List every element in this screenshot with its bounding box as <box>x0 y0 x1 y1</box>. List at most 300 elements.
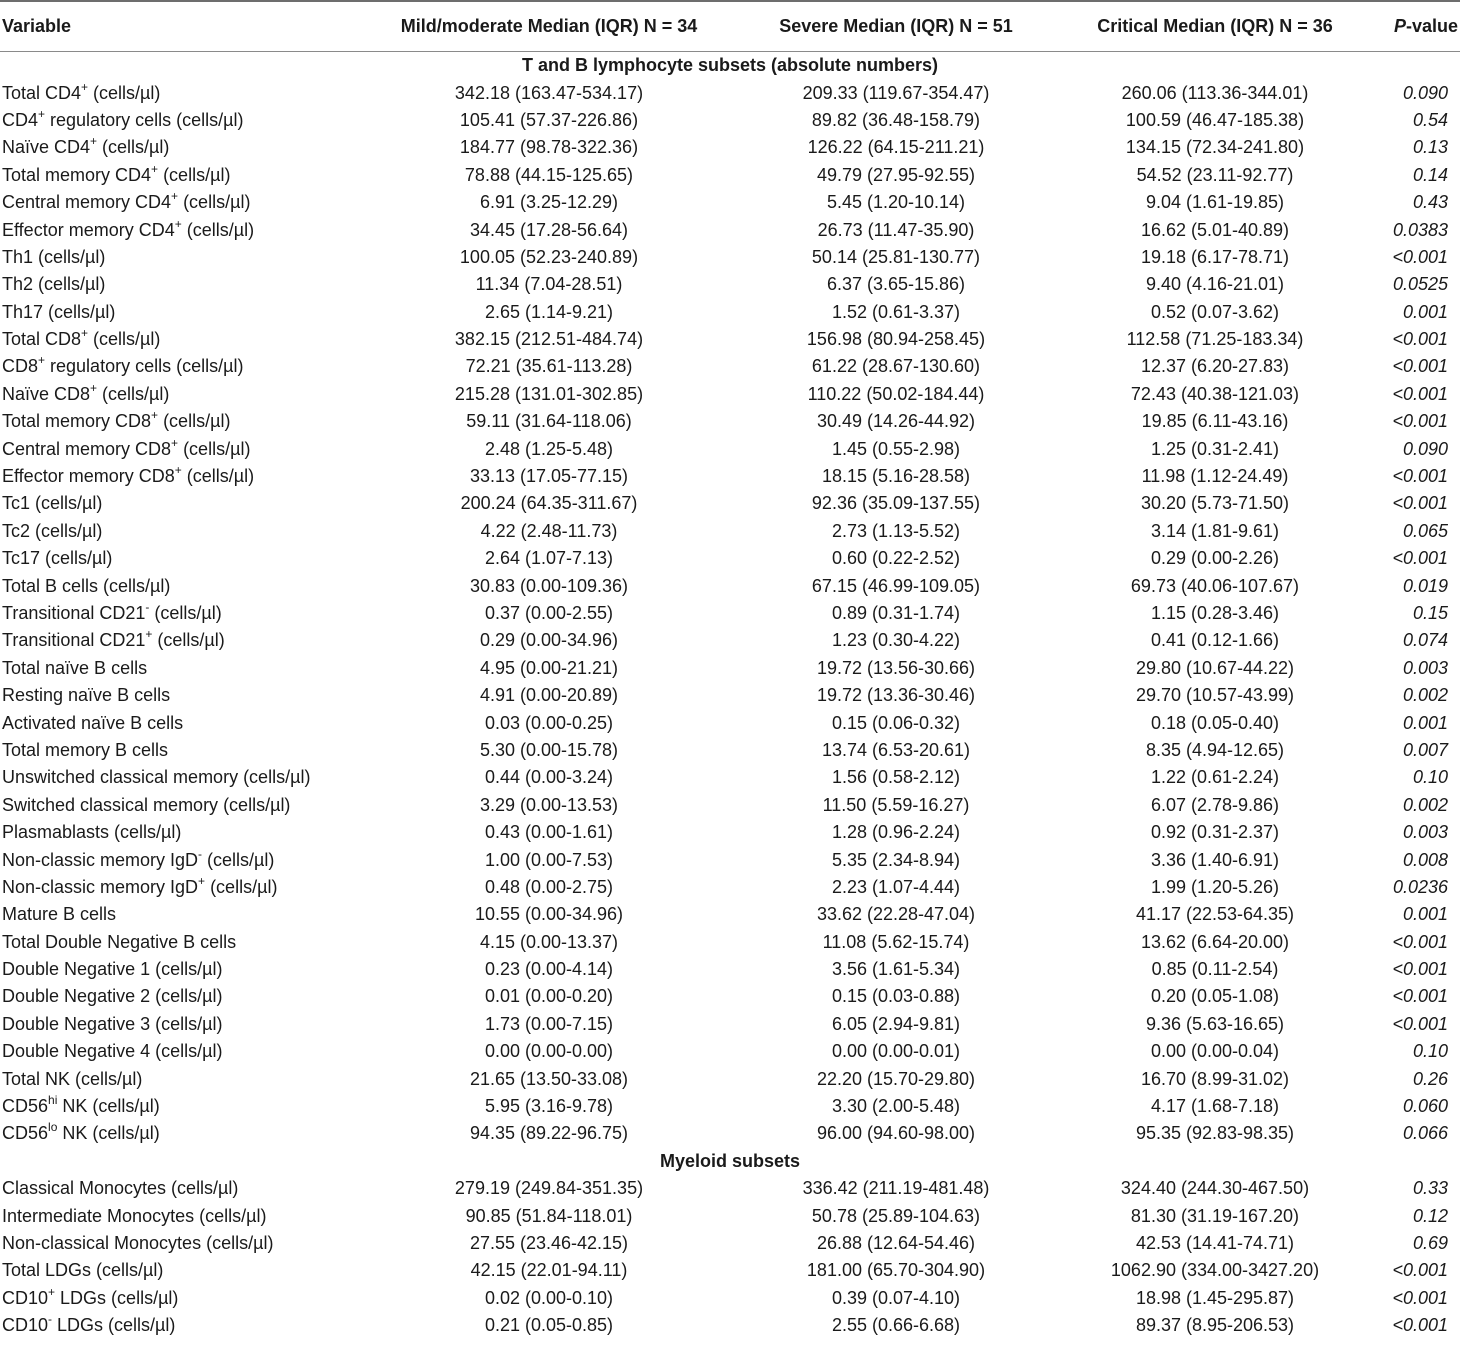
variable-unit: (cells/µl) <box>88 82 161 103</box>
mild-moderate-value: 0.01 (0.00-0.20) <box>484 986 614 1007</box>
variable-name: Total naïve B cells <box>2 657 148 678</box>
header-severe: Severe Median (IQR) N = 51 <box>736 1 1056 52</box>
severe-value: 92.36 (35.09-137.55) <box>811 493 981 514</box>
p-value: 0.090 <box>1402 82 1448 103</box>
critical-value: 1.99 (1.20-5.26) <box>1150 876 1280 897</box>
mild-moderate-value: 30.83 (0.00-109.36) <box>469 575 629 596</box>
table-row <box>0 929 1460 956</box>
variable-name: Effector memory CD8 <box>2 466 175 487</box>
variable-cell <box>0 381 362 408</box>
severe-value: 19.72 (13.36-30.46) <box>816 685 976 706</box>
severe-value: 30.49 (14.26-44.92) <box>816 411 976 432</box>
variable-name: Tc17 (cells/µl) <box>2 548 113 569</box>
table-row <box>0 737 1460 764</box>
mild-moderate-value: 42.15 (22.01-94.11) <box>470 1260 628 1281</box>
table-row <box>0 572 1460 599</box>
table-row <box>0 1285 1460 1312</box>
variable-superscript: + <box>38 106 46 121</box>
table-row <box>0 381 1460 408</box>
critical-value: 29.80 (10.67-44.22) <box>1135 657 1295 678</box>
p-value: 0.074 <box>1402 630 1448 651</box>
critical-value: 0.92 (0.31-2.37) <box>1150 822 1280 843</box>
variable-superscript: - <box>145 600 150 614</box>
table-row <box>0 435 1460 462</box>
severe-value: 49.79 (27.95-92.55) <box>816 164 976 185</box>
variable-cell <box>0 79 362 106</box>
variable-name: Central memory CD8 <box>2 438 172 459</box>
variable-name: Central memory CD4 <box>2 192 172 213</box>
variable-superscript: + <box>198 873 206 888</box>
variable-name: CD8 <box>2 356 39 377</box>
mild-moderate-value: 94.35 (89.22-96.75) <box>469 1123 629 1144</box>
variable-name: Classical Monocytes (cells/µl) <box>2 1178 239 1199</box>
section-title: Myeloid subsets <box>659 1150 801 1171</box>
variable-cell <box>0 162 362 189</box>
variable-name: CD10 <box>2 1315 49 1336</box>
variable-name: Total memory CD4 <box>2 164 152 185</box>
critical-value: 9.40 (4.16-21.01) <box>1145 274 1285 295</box>
mild-moderate-value: 90.85 (51.84-118.01) <box>465 1205 633 1226</box>
mild-moderate-value: 27.55 (23.46-42.15) <box>469 1232 629 1253</box>
table-row <box>0 901 1460 928</box>
table-row <box>0 846 1460 873</box>
variable-cell <box>0 299 362 326</box>
variable-cell <box>0 1285 362 1312</box>
variable-unit: (cells/µl) <box>97 383 170 404</box>
variable-name: Th17 (cells/µl) <box>2 301 116 322</box>
critical-value: 30.20 (5.73-71.50) <box>1140 493 1290 514</box>
table-row <box>0 463 1460 490</box>
mild-moderate-value: 21.65 (13.50-33.08) <box>469 1068 629 1089</box>
mild-moderate-value: 0.23 (0.00-4.14) <box>484 959 614 980</box>
variable-name: CD56 <box>2 1123 49 1144</box>
severe-value: 1.28 (0.96-2.24) <box>831 822 961 843</box>
variable-name: Tc2 (cells/µl) <box>2 520 103 541</box>
variable-unit: (cells/µl) <box>205 876 278 897</box>
variable-cell <box>0 682 362 709</box>
severe-value: 0.15 (0.03-0.88) <box>831 986 961 1007</box>
critical-value: 29.70 (10.57-43.99) <box>1135 685 1295 706</box>
critical-value: 112.58 (71.25-183.34) <box>1126 329 1304 350</box>
variable-unit: (cells/µl) <box>181 219 255 240</box>
severe-value: 1.52 (0.61-3.37) <box>831 301 961 322</box>
table-row <box>0 107 1460 134</box>
variable-unit: (cells/µl) <box>152 630 225 651</box>
table-row <box>0 353 1460 380</box>
p-value: 0.43 <box>1412 192 1448 213</box>
critical-value: 69.73 (40.06-107.67) <box>1130 575 1300 596</box>
table-row <box>0 189 1460 216</box>
table-row <box>0 271 1460 298</box>
mild-moderate-value: 5.30 (0.00-15.78) <box>479 739 619 760</box>
p-value: 0.14 <box>1412 164 1448 185</box>
p-value: 0.54 <box>1412 109 1448 130</box>
variable-superscript: + <box>145 627 153 642</box>
variable-name: Total B cells (cells/µl) <box>2 575 171 596</box>
variable-name: Naïve CD4 <box>2 137 91 158</box>
variable-name: Tc1 (cells/µl) <box>2 493 103 514</box>
variable-unit: (cells/µl) <box>88 329 161 350</box>
variable-name: Total CD8 <box>2 329 82 350</box>
severe-value: 50.14 (25.81-130.77) <box>811 246 981 267</box>
severe-value: 26.88 (12.64-54.46) <box>816 1232 976 1253</box>
severe-value: 209.33 (119.67-354.47) <box>802 82 990 103</box>
critical-value: 0.29 (0.00-2.26) <box>1150 548 1280 569</box>
severe-value: 1.45 (0.55-2.98) <box>831 438 961 459</box>
variable-cell <box>0 1257 362 1284</box>
critical-value: 18.98 (1.45-295.87) <box>1135 1287 1295 1308</box>
variable-cell <box>0 1202 362 1229</box>
variable-cell <box>0 1011 362 1038</box>
p-value: 0.33 <box>1412 1178 1448 1199</box>
critical-value: 9.36 (5.63-16.65) <box>1145 1013 1285 1034</box>
severe-value: 0.89 (0.31-1.74) <box>831 603 961 623</box>
mild-moderate-value: 3.29 (0.00-13.53) <box>479 794 619 815</box>
severe-value: 50.78 (25.89-104.63) <box>811 1205 981 1226</box>
variable-superscript: + <box>81 326 89 341</box>
variable-unit: regulatory cells (cells/µl) <box>45 356 244 377</box>
variable-cell <box>0 1175 362 1202</box>
severe-value: 61.22 (28.67-130.60) <box>811 356 981 377</box>
variable-cell <box>0 901 362 928</box>
p-value: <0.001 <box>1392 1315 1448 1336</box>
table-row <box>0 545 1460 572</box>
critical-value: 72.43 (40.38-121.03) <box>1130 383 1300 404</box>
p-value: <0.001 <box>1392 1287 1448 1308</box>
variable-superscript: hi <box>48 1093 58 1108</box>
variable-name: Total memory CD8 <box>2 411 152 432</box>
variable-name: Total Double Negative B cells <box>2 931 237 952</box>
variable-cell <box>0 244 362 271</box>
severe-value: 6.37 (3.65-15.86) <box>826 274 966 295</box>
severe-value: 5.45 (1.20-10.14) <box>826 192 966 213</box>
mild-moderate-value: 0.43 (0.00-1.61) <box>484 822 614 843</box>
critical-value: 11.98 (1.12-24.49) <box>1141 466 1289 487</box>
mild-moderate-value: 10.55 (0.00-34.96) <box>474 904 624 925</box>
mild-moderate-value: 279.19 (249.84-351.35) <box>454 1178 644 1199</box>
mild-moderate-value: 2.48 (1.25-5.48) <box>484 438 614 459</box>
mild-moderate-value: 0.37 (0.00-2.55) <box>484 603 614 623</box>
table-row <box>0 1038 1460 1065</box>
table-row <box>0 79 1460 106</box>
mild-moderate-value: 0.03 (0.00-0.25) <box>484 712 614 733</box>
severe-value: 1.23 (0.30-4.22) <box>831 630 961 651</box>
variable-superscript: + <box>151 161 159 176</box>
header-critical: Critical Median (IQR) N = 36 <box>1056 1 1374 52</box>
severe-value: 33.62 (22.28-47.04) <box>816 904 976 925</box>
table-row <box>0 956 1460 983</box>
severe-value: 0.60 (0.22-2.52) <box>831 548 961 569</box>
variable-cell <box>0 134 362 161</box>
variable-name: Transitional CD21 <box>2 603 146 623</box>
critical-value: 1.15 (0.28-3.46) <box>1150 603 1280 623</box>
variable-name: Resting naïve B cells <box>2 685 171 706</box>
table-row <box>0 326 1460 353</box>
severe-value: 22.20 (15.70-29.80) <box>816 1068 976 1089</box>
mild-moderate-value: 4.22 (2.48-11.73) <box>480 520 618 541</box>
table-row <box>0 1093 1460 1120</box>
variable-cell <box>0 846 362 873</box>
variable-name: Th2 (cells/µl) <box>2 274 106 295</box>
variable-cell <box>0 819 362 846</box>
critical-value: 3.36 (1.40-6.91) <box>1150 849 1280 870</box>
mild-moderate-value: 4.91 (0.00-20.89) <box>479 685 619 706</box>
variable-name: Total NK (cells/µl) <box>2 1068 143 1089</box>
variable-cell <box>0 1065 362 1092</box>
variable-superscript: + <box>81 79 89 94</box>
mild-moderate-value: 215.28 (131.01-302.85) <box>454 383 644 404</box>
p-value: 0.065 <box>1402 520 1448 541</box>
mild-moderate-value: 59.11 (31.64-118.06) <box>466 411 632 432</box>
variable-cell <box>0 600 362 627</box>
critical-value: 42.53 (14.41-74.71) <box>1135 1232 1295 1253</box>
severe-value: 3.56 (1.61-5.34) <box>831 959 961 980</box>
mild-moderate-value: 2.64 (1.07-7.13) <box>484 548 614 569</box>
severe-value: 18.15 (5.16-28.58) <box>821 466 971 487</box>
variable-cell <box>0 874 362 901</box>
variable-name: Switched classical memory (cells/µl) <box>2 794 291 815</box>
header-mild-moderate: Mild/moderate Median (IQR) N = 34 <box>362 1 736 52</box>
critical-value: 12.37 (6.20-27.83) <box>1140 356 1290 377</box>
table-row <box>0 819 1460 846</box>
mild-moderate-value: 0.44 (0.00-3.24) <box>484 767 614 788</box>
p-value: <0.001 <box>1392 493 1448 514</box>
p-value: 0.019 <box>1402 575 1448 596</box>
p-value: <0.001 <box>1392 246 1448 267</box>
variable-name: Activated naïve B cells <box>2 712 184 733</box>
table-row <box>0 299 1460 326</box>
variable-name: Effector memory CD4 <box>2 219 175 240</box>
variable-cell <box>0 326 362 353</box>
section-header-row <box>0 1148 1460 1175</box>
header-p-value <box>1374 1 1460 52</box>
p-value: 0.26 <box>1412 1068 1448 1089</box>
table-row <box>0 1175 1460 1202</box>
critical-value: 0.85 (0.11-2.54) <box>1151 959 1279 980</box>
variable-superscript: + <box>90 134 98 149</box>
critical-value: 100.59 (46.47-185.38) <box>1125 109 1305 130</box>
variable-cell <box>0 1312 362 1339</box>
p-value: 0.002 <box>1402 685 1448 706</box>
variable-cell <box>0 1120 362 1147</box>
variable-unit: (cells/µl) <box>97 137 170 158</box>
mild-moderate-value: 1.00 (0.00-7.53) <box>484 849 614 870</box>
variable-unit: LDGs (cells/µl) <box>52 1315 176 1336</box>
critical-value: 41.17 (22.53-64.35) <box>1135 904 1295 925</box>
variable-cell <box>0 627 362 654</box>
table-row <box>0 682 1460 709</box>
severe-value: 3.30 (2.00-5.48) <box>831 1096 961 1117</box>
p-value: <0.001 <box>1392 931 1448 952</box>
critical-value: 1.22 (0.61-2.24) <box>1150 767 1280 788</box>
variable-superscript: + <box>171 189 179 204</box>
variable-unit: LDGs (cells/µl) <box>55 1287 179 1308</box>
variable-name: Total CD4 <box>2 82 82 103</box>
critical-value: 16.70 (8.99-31.02) <box>1140 1068 1290 1089</box>
variable-name: Total memory B cells <box>2 739 169 760</box>
critical-value: 1.25 (0.31-2.41) <box>1150 438 1280 459</box>
variable-superscript: + <box>48 1284 56 1299</box>
table-row <box>0 1011 1460 1038</box>
p-value: 0.13 <box>1412 137 1448 158</box>
p-value: 0.001 <box>1402 301 1448 322</box>
critical-value: 324.40 (244.30-467.50) <box>1120 1178 1310 1199</box>
mild-moderate-value: 4.95 (0.00-21.21) <box>479 657 619 678</box>
severe-value: 0.15 (0.06-0.32) <box>831 712 961 733</box>
p-value: 0.007 <box>1402 739 1448 760</box>
variable-superscript: + <box>151 408 159 423</box>
p-value: <0.001 <box>1392 548 1448 569</box>
variable-unit: (cells/µl) <box>158 411 231 432</box>
table-row <box>0 518 1460 545</box>
p-value: <0.001 <box>1392 329 1448 350</box>
severe-value: 2.73 (1.13-5.52) <box>831 520 961 541</box>
severe-value: 96.00 (94.60-98.00) <box>816 1123 976 1144</box>
variable-superscript: - <box>48 1312 53 1327</box>
mild-moderate-value: 11.34 (7.04-28.51) <box>475 274 623 295</box>
variable-name: Th1 (cells/µl) <box>2 246 106 267</box>
variable-unit: NK (cells/µl) <box>57 1096 160 1117</box>
critical-value: 0.18 (0.05-0.40) <box>1150 712 1280 733</box>
variable-name: Non-classic memory IgD <box>2 876 199 897</box>
section-header-row <box>0 52 1460 80</box>
variable-name: CD4 <box>2 109 39 130</box>
table-row <box>0 709 1460 736</box>
p-value: 0.003 <box>1402 657 1448 678</box>
mild-moderate-value: 0.00 (0.00-0.00) <box>484 1041 614 1062</box>
critical-value: 9.04 (1.61-19.85) <box>1145 192 1285 213</box>
variable-cell <box>0 1093 362 1120</box>
critical-value: 89.37 (8.95-206.53) <box>1135 1315 1295 1336</box>
variable-unit: regulatory cells (cells/µl) <box>45 109 244 130</box>
header-p-italic: P <box>1393 16 1406 36</box>
critical-value: 16.62 (5.01-40.89) <box>1140 219 1290 240</box>
variable-name: Naïve CD8 <box>2 383 91 404</box>
mild-moderate-value: 382.15 (212.51-484.74) <box>454 329 644 350</box>
severe-value: 2.55 (0.66-6.68) <box>831 1315 961 1336</box>
mild-moderate-value: 78.88 (44.15-125.65) <box>464 164 634 185</box>
variable-unit: (cells/µl) <box>178 192 251 213</box>
severe-value: 0.39 (0.07-4.10) <box>831 1287 961 1308</box>
variable-cell <box>0 189 362 216</box>
table-row <box>0 1257 1460 1284</box>
table-row <box>0 1202 1460 1229</box>
variable-cell <box>0 655 362 682</box>
variable-cell <box>0 545 362 572</box>
header-variable: Variable <box>0 1 362 52</box>
critical-value: 134.15 (72.34-241.80) <box>1125 137 1305 158</box>
variable-name: Non-classic memory IgD <box>2 849 199 870</box>
variable-cell <box>0 216 362 243</box>
critical-value: 6.07 (2.78-9.86) <box>1150 794 1280 815</box>
header-p-rest: -value <box>1405 16 1458 36</box>
p-value: 0.060 <box>1402 1096 1448 1117</box>
variable-superscript: + <box>174 216 182 231</box>
p-value: 0.0525 <box>1392 274 1448 295</box>
mild-moderate-value: 200.24 (64.35-311.67) <box>460 493 638 514</box>
critical-value: 54.52 (23.11-92.77) <box>1136 164 1294 185</box>
variable-name: Double Negative 4 (cells/µl) <box>2 1041 223 1062</box>
table-row <box>0 1312 1460 1339</box>
table-row <box>0 490 1460 517</box>
critical-value: 1062.90 (334.00-3427.20) <box>1110 1260 1320 1281</box>
header-row <box>0 1 1460 52</box>
p-value: 0.69 <box>1412 1232 1448 1253</box>
variable-cell <box>0 463 362 490</box>
variable-cell <box>0 1230 362 1257</box>
variable-name: CD10 <box>2 1287 49 1308</box>
severe-value: 336.42 (211.19-481.48) <box>802 1178 990 1199</box>
variable-name: Intermediate Monocytes (cells/µl) <box>2 1205 267 1226</box>
table-row <box>0 764 1460 791</box>
mild-moderate-value: 0.48 (0.00-2.75) <box>484 876 614 897</box>
variable-cell <box>0 792 362 819</box>
p-value: 0.12 <box>1412 1205 1448 1226</box>
variable-name: Plasmablasts (cells/µl) <box>2 822 182 843</box>
critical-value: 19.18 (6.17-78.71) <box>1140 246 1290 267</box>
severe-value: 110.22 (50.02-184.44) <box>807 383 985 404</box>
table-row <box>0 162 1460 189</box>
section-title: T and B lymphocyte subsets (absolute numbers) <box>521 55 939 76</box>
p-value: 0.003 <box>1402 822 1448 843</box>
critical-value: 0.52 (0.07-3.62) <box>1150 301 1280 322</box>
variable-unit: NK (cells/µl) <box>57 1123 160 1144</box>
table-row <box>0 244 1460 271</box>
variable-cell <box>0 764 362 791</box>
variable-cell <box>0 983 362 1010</box>
mild-moderate-value: 105.41 (57.37-226.86) <box>459 109 639 130</box>
table-row <box>0 216 1460 243</box>
severe-value: 13.74 (6.53-20.61) <box>821 739 971 760</box>
p-value: 0.0236 <box>1392 876 1448 897</box>
critical-value: 4.17 (1.68-7.18) <box>1150 1096 1280 1117</box>
mild-moderate-value: 6.91 (3.25-12.29) <box>479 192 619 213</box>
table-row <box>0 792 1460 819</box>
variable-cell <box>0 709 362 736</box>
variable-superscript: + <box>90 380 98 395</box>
severe-value: 19.72 (13.56-30.66) <box>816 657 976 678</box>
mild-moderate-value: 34.45 (17.28-56.64) <box>469 219 629 240</box>
critical-value: 0.41 (0.12-1.66) <box>1150 630 1280 651</box>
table-body <box>0 52 1460 1340</box>
p-value: 0.10 <box>1412 767 1448 788</box>
p-value: <0.001 <box>1392 1260 1448 1281</box>
critical-value: 8.35 (4.94-12.65) <box>1145 739 1285 760</box>
variable-unit: (cells/µl) <box>158 164 231 185</box>
table-row <box>0 874 1460 901</box>
variable-cell <box>0 929 362 956</box>
variable-cell <box>0 408 362 435</box>
severe-value: 2.23 (1.07-4.44) <box>831 876 961 897</box>
table-row <box>0 627 1460 654</box>
mild-moderate-value: 0.29 (0.00-34.96) <box>479 630 619 651</box>
severe-value: 181.00 (65.70-304.90) <box>806 1260 986 1281</box>
variable-name: Total LDGs (cells/µl) <box>2 1260 164 1281</box>
severe-value: 0.00 (0.00-0.01) <box>831 1041 961 1062</box>
table-row <box>0 655 1460 682</box>
mild-moderate-value: 72.21 (35.61-113.28) <box>465 356 633 377</box>
table-row <box>0 600 1460 627</box>
variable-name: Mature B cells <box>2 904 117 925</box>
p-value: <0.001 <box>1392 466 1448 487</box>
variable-superscript: - <box>198 846 203 861</box>
table-header <box>0 1 1460 52</box>
p-value: 0.001 <box>1402 712 1448 733</box>
variable-cell <box>0 518 362 545</box>
variable-superscript: lo <box>48 1120 58 1135</box>
table-row <box>0 1230 1460 1257</box>
critical-value: 260.06 (113.36-344.01) <box>1121 82 1309 103</box>
